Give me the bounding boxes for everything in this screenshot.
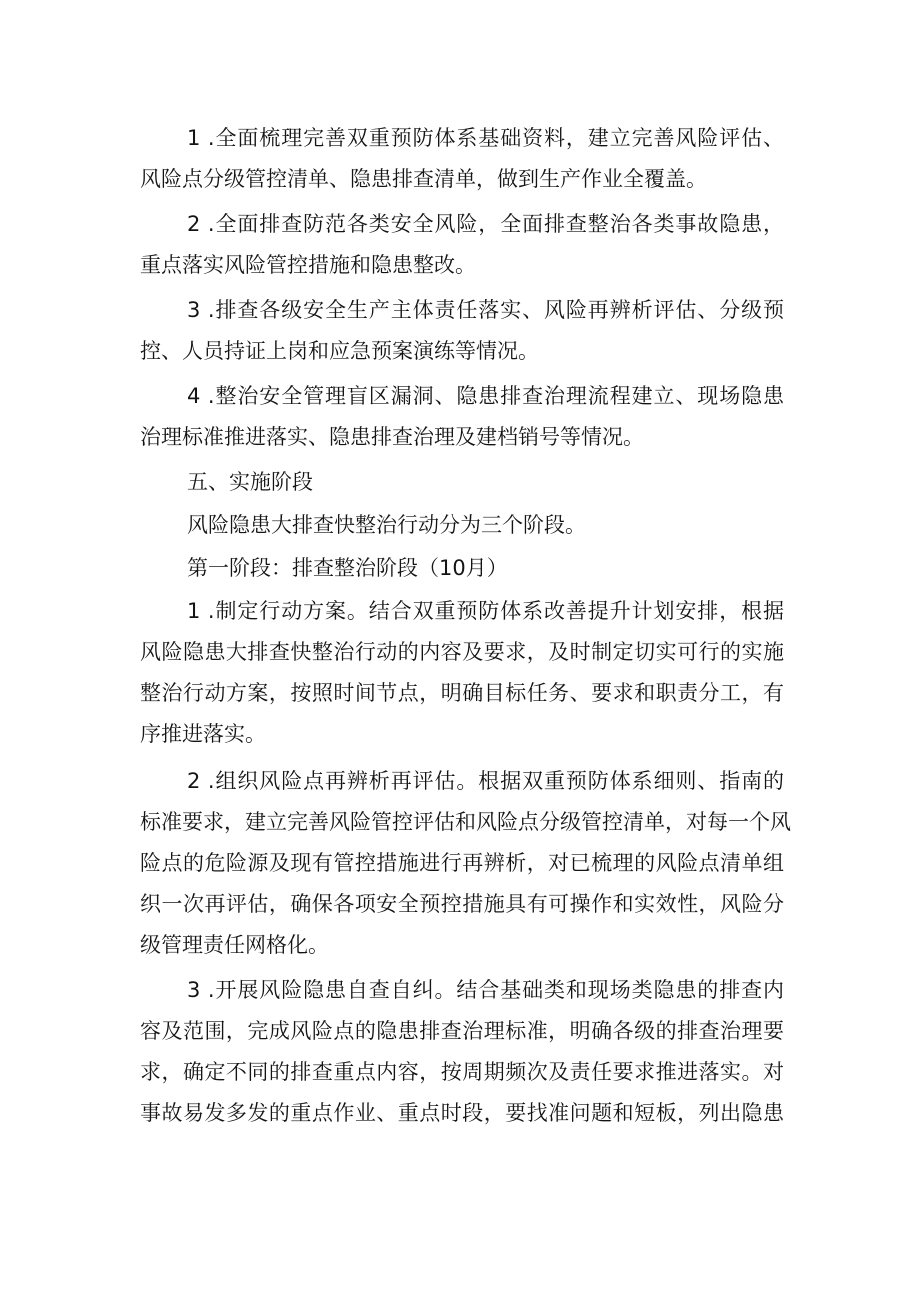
paragraph-3-line-2: 控、人员持证上岗和应急预案演练等情况。 [140, 339, 539, 363]
paragraph-5-line-2: 风险隐患大排查快整治行动的内容及要求，及时制定切实可行的实施 [140, 640, 784, 664]
paragraph-7-line-1: 3 .开展风险隐患自查自纠。结合基础类和现场类隐患的排查内 [187, 978, 784, 1002]
paragraph-2-line-2: 重点落实风险管控措施和隐患整改。 [140, 253, 476, 277]
paragraph-4-line-2: 治理标准推进落实、隐患排查治理及建档销号等情况。 [140, 425, 644, 449]
paragraph-7-line-4: 事故易发多发的重点作业、重点时段，要找准问题和短板，列出隐患 [140, 1101, 784, 1125]
paragraph-6-line-1: 2 .组织风险点再辨析再评估。根据双重预防体系细则、指南的 [187, 769, 784, 793]
paragraph-5-line-1: 1 .制定行动方案。结合双重预防体系改善提升计划安排，根据 [187, 599, 784, 623]
paragraph-1-line-2: 风险点分级管控清单、隐患排查清单，做到生产作业全覆盖。 [140, 167, 707, 191]
paragraph-5-line-3: 整治行动方案，按照时间节点，明确目标任务、要求和职责分工，有 [140, 681, 784, 705]
paragraph-1-line-1: 1 .全面梳理完善双重预防体系基础资料，建立完善风险评估、 [187, 126, 784, 150]
phase-intro: 风险隐患大排查快整治行动分为三个阶段。 [187, 513, 586, 537]
paragraph-6-line-2: 标准要求，建立完善风险管控评估和风险点分级管控清单，对每一个风 [140, 810, 791, 834]
paragraph-6-line-4: 织一次再评估，确保各项安全预控措施具有可操作和实效性，风险分 [140, 892, 784, 916]
section-heading: 五、实施阶段 [187, 470, 313, 494]
paragraph-7-line-3: 求，确定不同的排查重点内容，按周期频次及责任要求推进落实。对 [140, 1060, 784, 1084]
paragraph-3-line-1: 3 .排查各级安全生产主体责任落实、风险再辨析评估、分级预 [187, 298, 784, 322]
paragraph-4-line-1: 4 .整治安全管理盲区漏洞、隐患排查治理流程建立、现场隐患 [187, 384, 784, 408]
paragraph-5-line-4: 序推进落实。 [140, 722, 266, 746]
paragraph-7-line-2: 容及范围，完成风险点的隐患排查治理标准，明确各级的排查治理要 [140, 1019, 784, 1043]
paragraph-6-line-5: 级管理责任网格化。 [140, 933, 329, 957]
paragraph-6-line-3: 险点的危险源及现有管控措施进行再辨析，对已梳理的风险点清单组 [140, 851, 784, 875]
paragraph-2-line-1: 2 .全面排查防范各类安全风险，全面排查整治各类事故隐患， [187, 212, 784, 236]
phase-one-title: 第一阶段：排查整治阶段（10月） [187, 556, 508, 580]
